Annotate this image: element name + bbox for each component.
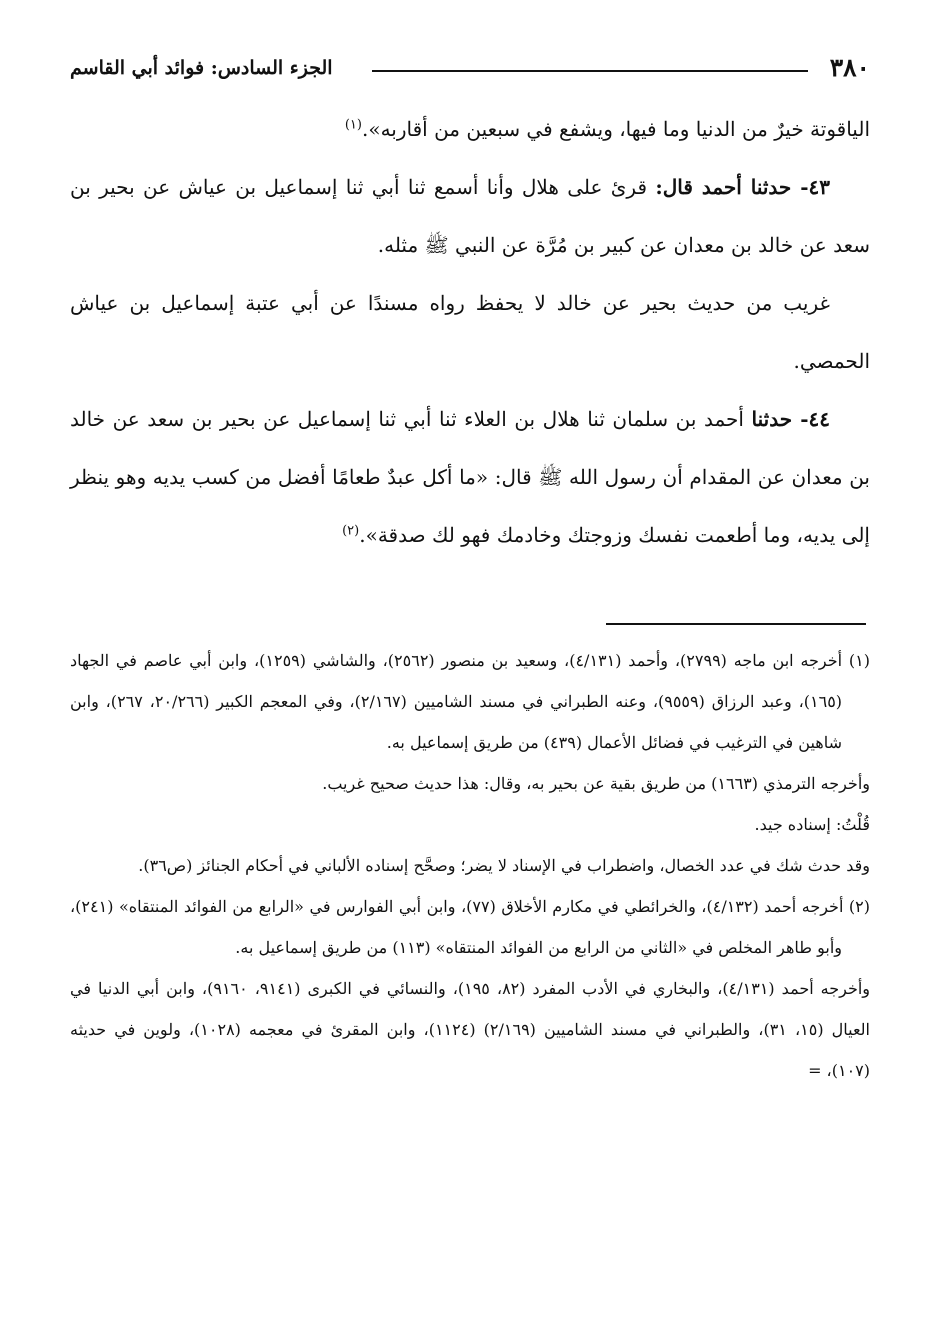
header-rule <box>372 70 808 72</box>
hadith-44-text: أحمد بن سلمان ثنا هلال بن العلاء ثنا أبي ثنا إسماعيل عن بحير بن سعد عن خالد بن معدان عن المقدام أن رسول الله ﷺ قال: «ما أكل عبدٌ طعامًا أفضل من كسب يديه وهو ينظر إلى يديه، وما أطعمت نفسك وزوجتك وخادمك فهو لك صدقة». <box>70 407 870 547</box>
footnote-separator <box>606 623 866 625</box>
paragraph-3: غريب من حديث بحير عن خالد لا يحفظ رواه مسندًا عن أبي عتبة إسماعيل بن عياش الحمصي. <box>70 291 870 373</box>
footnote-1-grading: قُلْتُ: إسناده جيد. <box>754 815 870 834</box>
footnote-2-more: وأخرجه أحمد (٤/١٣١)، والبخاري في الأدب المفرد (٨٢، ١٩٥)، والنسائي في الكبرى (٩١٤١، ٩١٦٠)، وابن أبي الدنيا في العيال (١٥، ٣١)، والطبراني في مسند الشاميين (٢/١٦٩) (١١٢٤)، وابن المقرئ في معجمه (١٠٢٨)، ولوين في حديثه (١٠٧)، = <box>70 979 871 1080</box>
paragraph-1 <box>70 100 870 158</box>
hadith-43-text: قرئ على هلال وأنا أسمع ثنا أبي ثنا إسماعيل بن عياش عن بحير بن سعد عن خالد بن معدان عن كبير بن مُرَّة عن النبي ﷺ مثله. <box>70 175 870 257</box>
footnotes <box>70 640 870 1091</box>
main-text <box>70 100 870 564</box>
footnote-2: (٢) أخرجه أحمد (٤/١٣٢)، والخرائطي في مكارم الأخلاق (٧٧)، وابن أبي الفوارس في «الرابع من الفوائد المنتقاه» (٢٤١)، وأبو طاهر المخلص في «الثاني من الرابع من الفوائد المنتقاه» (١١٣) من طريق إسماعيل به. <box>70 897 870 957</box>
page-header <box>70 48 870 88</box>
hadith-44-lead: ٤٤- حدثنا <box>751 407 830 431</box>
paragraph-1-text: الياقوتة خيرٌ من الدنيا وما فيها، ويشفع في سبعين من أقاربه». <box>361 117 870 141</box>
hadith-43-lead: ٤٣- حدثنا أحمد قال: <box>655 175 830 199</box>
footnote-1-remark: وقد حدث شك في عدد الخصال، واضطراب في الإسناد لا يضر؛ وصحَّح إسناده الألباني في أحكام الجنائز (ص٣٦). <box>138 856 870 875</box>
footnote-1: (١) أخرجه ابن ماجه (٢٧٩٩)، وأحمد (٤/١٣١)، وسعيد بن منصور (٢٥٦٢)، والشاشي (١٢٥٩)، وابن أبي عاصم في الجهاد (١٦٥)، وعبد الرزاق (٩٥٥٩)، وعنه الطبراني في مسند الشاميين (٢/١٦٧)، وفي المعجم الكبير (٢٠/٢٦٦، ٢٦٧)، وابن شاهين في الترغيب في فضائل الأعمال (٤٣٩) من طريق إسماعيل به. <box>70 651 871 752</box>
footnote-1-tirmidhi: وأخرجه الترمذي (١٦٦٣) من طريق بقية عن بحير به، وقال: هذا حديث صحيح غريب. <box>322 774 870 793</box>
hadith-44 <box>70 390 870 564</box>
hadith-43 <box>70 158 870 274</box>
page-number: ٣٨٠ <box>829 53 870 82</box>
footnote-ref-2: (٢) <box>342 523 360 539</box>
footnote-ref-1: (١) <box>344 117 362 133</box>
running-title: الجزء السادس: فوائد أبي القاسم <box>70 57 333 79</box>
